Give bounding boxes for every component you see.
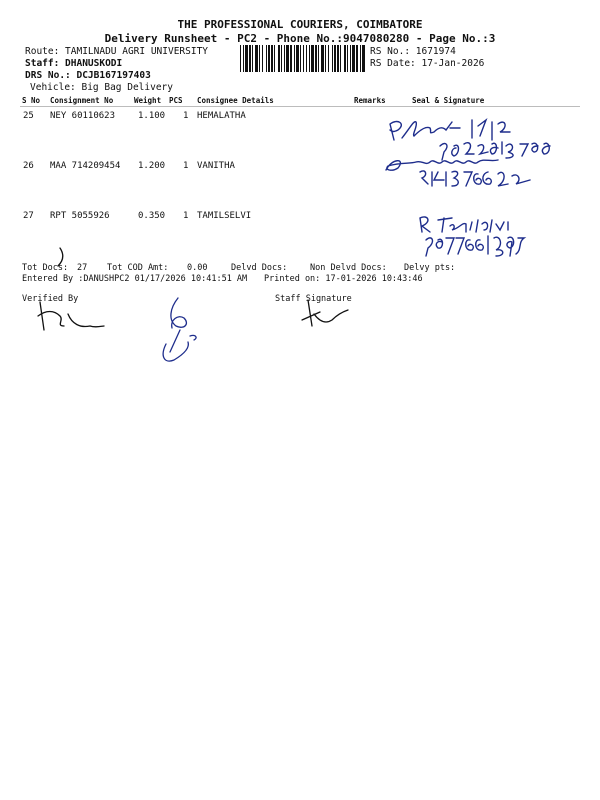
row-consignee: HEMALATHA [197,111,246,121]
delivery-points: Delvy pts: [404,263,456,273]
row-consignee: VANITHA [197,161,235,171]
route-text: Route: TAMILNADU AGRI UNIVERSITY [25,46,209,57]
company-title: THE PROFESSIONAL COURIERS, COIMBATORE [177,18,423,31]
total-cod-label: Tot COD Amt: [107,263,169,273]
delivered-docs: Delvd Docs: [231,263,288,273]
row-pcs: 1 [183,111,189,121]
non-delivered-docs: Non Delvd Docs: [310,263,387,273]
row-consignee: TAMILSELVI [197,211,252,221]
row-pcs: 1 [183,161,189,171]
printed-on: Printed on: 17-01-2026 10:43:46 [264,274,423,284]
drs-number: DRS No.: DCJB167197403 [25,70,151,81]
row-consignment: MAA 714209454 [50,161,121,171]
row-consignment: NEY 60110623 [50,111,116,121]
row-sno: 26 [23,161,34,171]
col-remarks: Remarks [354,96,386,105]
col-weight: Weight [134,96,162,105]
row-weight: 1.100 [138,111,166,121]
total-cod-value: 0.00 [187,263,208,273]
col-sno: S No [22,96,41,105]
col-consignment: Consignment No [50,96,114,105]
staff-text: Staff: DHANUSKODI [25,58,123,69]
staff-signature-label: Staff Signature [275,294,352,304]
recipient-signatures-handwriting [380,110,590,265]
row-pcs: 1 [183,211,189,221]
runsheet-subtitle: Delivery Runsheet - PC2 - Phone No.:9047080280 - Page No.:3 [104,32,496,45]
rs-number: RS No.: 1671974 [370,46,456,57]
rs-date: RS Date: 17-Jan-2026 [370,58,485,69]
verified-by-label: Verified By [22,294,79,304]
entered-by: Entered By :DANUSHPC2 01/17/2026 10:41:51 AM [22,274,248,284]
col-consignee: Consignee Details [197,96,274,105]
vehicle-text: Vehicle: Big Bag Delivery [30,82,173,93]
barcode-image [240,45,366,72]
row-sno: 25 [23,111,34,121]
total-docs-label: Tot Docs: [22,263,69,273]
col-seal-signature: Seal & Signature [412,96,485,105]
row-consignment: RPT 5055926 [50,211,110,221]
staff-signature-marks [20,230,380,370]
row-weight: 1.200 [138,161,166,171]
total-docs-value: 27 [77,263,88,273]
col-pcs: PCS [169,96,183,105]
row-weight: 0.350 [138,211,166,221]
row-sno: 27 [23,211,34,221]
header-divider [20,106,580,107]
